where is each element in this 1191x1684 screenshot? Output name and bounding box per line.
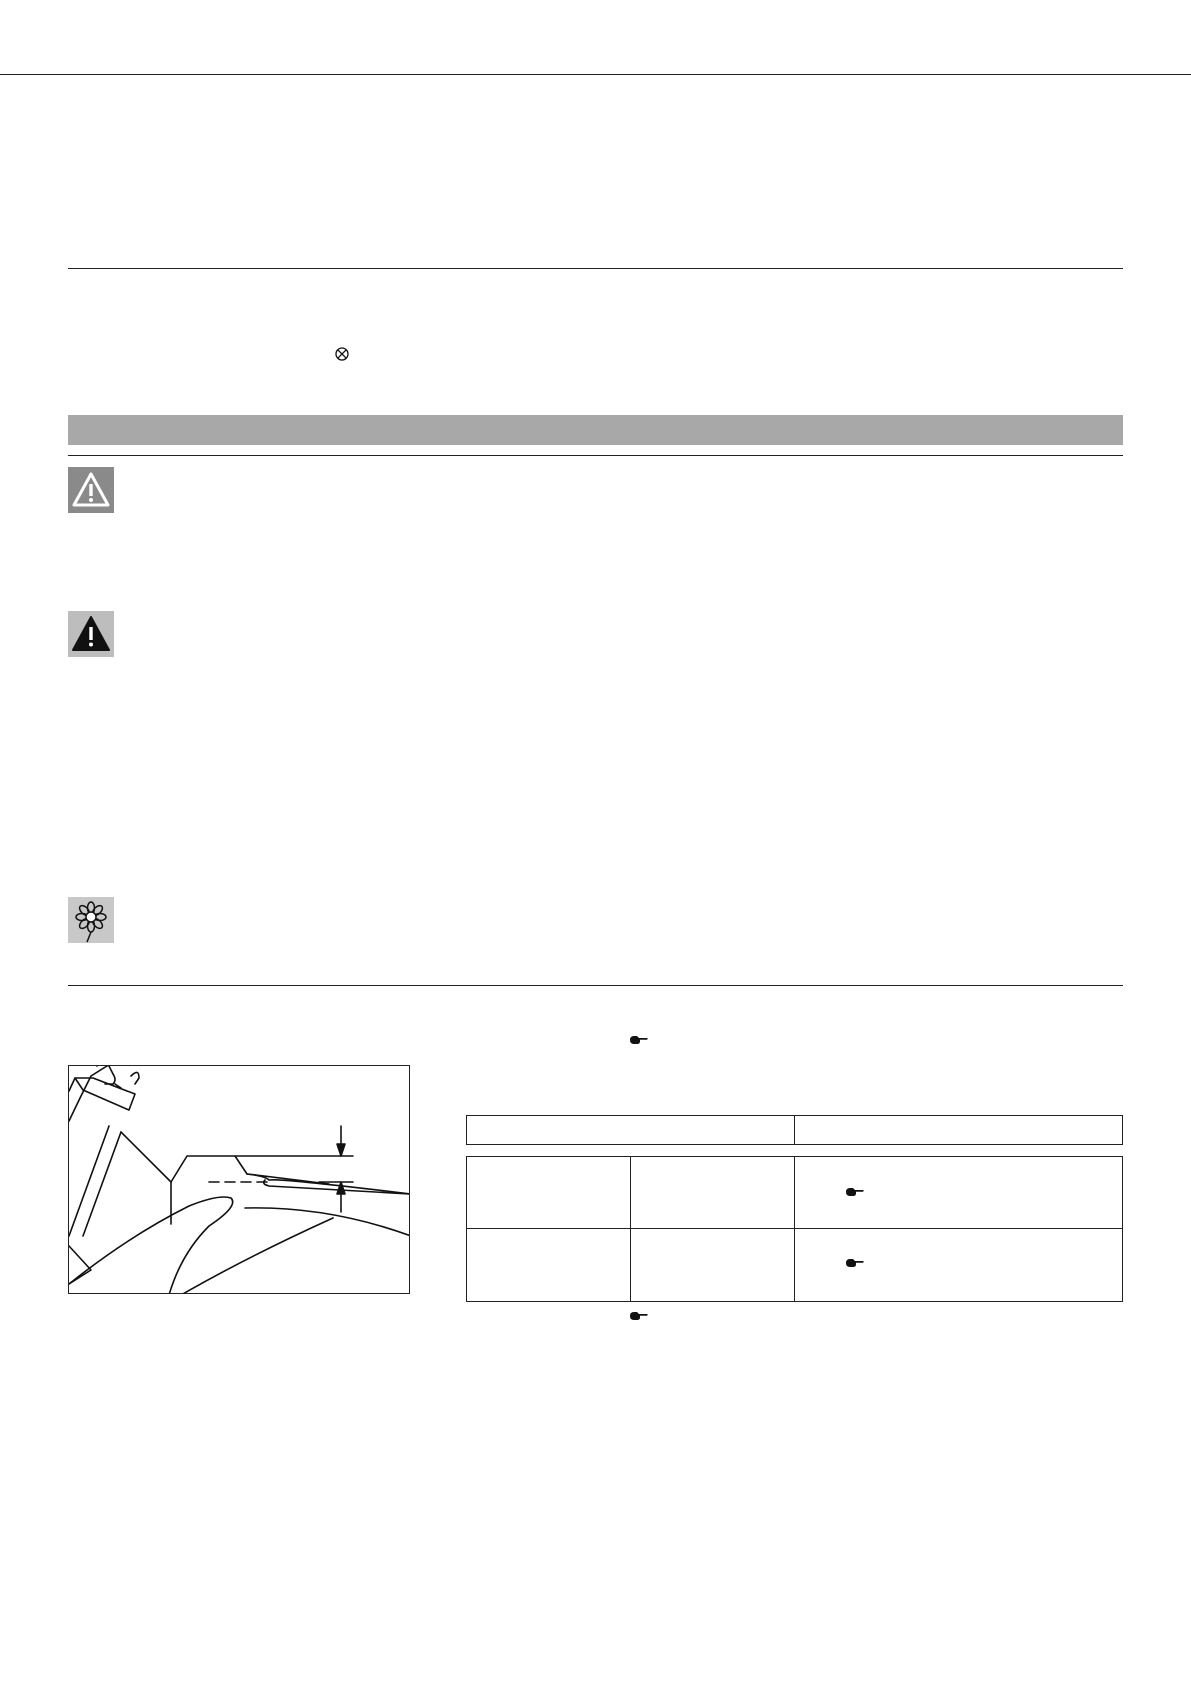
section-rule xyxy=(68,268,1123,269)
level-inspection-figure xyxy=(68,1065,410,1294)
pointing-hand-icon xyxy=(845,1256,865,1270)
warning-triangle-solid-icon xyxy=(68,611,114,657)
heading-underline xyxy=(68,455,1123,456)
spec-table-header xyxy=(466,1115,1123,1145)
indicator-lamp-icon xyxy=(334,346,350,362)
section-heading-bar xyxy=(68,415,1123,445)
spec-table-body xyxy=(466,1156,1123,1302)
pointing-hand-icon xyxy=(629,1309,649,1323)
body-divider-1 xyxy=(630,1157,631,1301)
body-divider-2 xyxy=(794,1157,795,1301)
level-diagram xyxy=(69,1066,410,1294)
flower-environment-icon xyxy=(68,897,114,943)
pointing-hand-icon xyxy=(629,1033,649,1047)
lower-section-rule xyxy=(68,985,1123,986)
top-page-rule xyxy=(0,74,1191,75)
body-row-divider xyxy=(467,1228,1122,1229)
pointing-hand-icon xyxy=(845,1185,865,1199)
header-divider xyxy=(794,1116,795,1144)
warning-triangle-outline-icon xyxy=(68,467,114,513)
